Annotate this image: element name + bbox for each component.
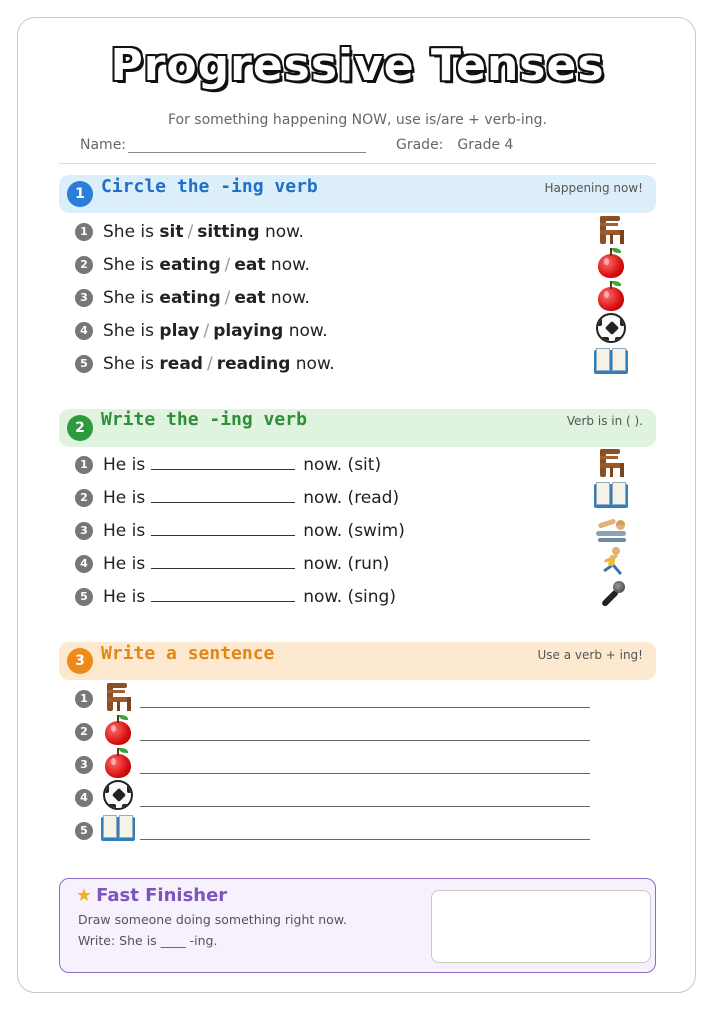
star-icon: ★ bbox=[76, 885, 93, 906]
choice-a[interactable]: play bbox=[159, 321, 200, 341]
section1-number-badge: 1 bbox=[67, 181, 93, 207]
chair-icon bbox=[593, 214, 629, 248]
item-sentence: He is now. (read) bbox=[103, 484, 399, 512]
choice-b[interactable]: eat bbox=[234, 288, 266, 308]
item-number: 4 bbox=[75, 322, 93, 340]
section2-number-badge: 2 bbox=[67, 415, 93, 441]
answer-blank[interactable] bbox=[151, 583, 295, 602]
item-number: 5 bbox=[75, 355, 93, 373]
header-divider bbox=[59, 163, 656, 164]
section3-note: Use a verb + ing! bbox=[537, 648, 643, 662]
choice-a[interactable]: read bbox=[159, 354, 203, 374]
answer-blank[interactable] bbox=[151, 550, 295, 569]
item-number: 2 bbox=[75, 723, 93, 741]
runner-icon bbox=[593, 546, 629, 580]
sentence-line[interactable] bbox=[140, 740, 590, 741]
fast-finisher-prompt: Write: She is ____ -ing. bbox=[78, 933, 218, 948]
apple-icon bbox=[101, 747, 135, 779]
choice-a[interactable]: sit bbox=[159, 222, 184, 242]
answer-blank[interactable] bbox=[151, 517, 295, 536]
sentence-line[interactable] bbox=[140, 839, 590, 840]
soccer-ball-icon bbox=[593, 313, 629, 347]
item-number: 2 bbox=[75, 256, 93, 274]
answer-blank[interactable] bbox=[151, 484, 295, 503]
choice-a[interactable]: eating bbox=[159, 288, 221, 308]
item-sentence: He is now. (run) bbox=[103, 550, 389, 578]
sentence-line[interactable] bbox=[140, 773, 590, 774]
fast-finisher-title: ★ Fast Finisher bbox=[76, 885, 228, 906]
choice-b[interactable]: sitting bbox=[197, 222, 260, 242]
fast-finisher-instruction: Draw someone doing something right now. bbox=[78, 912, 347, 927]
book-icon bbox=[101, 813, 135, 845]
section1-note: Happening now! bbox=[544, 181, 643, 195]
sentence-line[interactable] bbox=[140, 707, 590, 708]
page-subtitle: For something happening NOW, use is/are + verb-ing. bbox=[167, 112, 548, 128]
book-icon bbox=[593, 346, 629, 380]
item-number: 5 bbox=[75, 588, 93, 606]
item-number: 5 bbox=[75, 822, 93, 840]
item-sentence: She is sit / sitting now. bbox=[103, 222, 304, 242]
item-number: 1 bbox=[75, 456, 93, 474]
sentence-line[interactable] bbox=[140, 806, 590, 807]
chair-icon bbox=[101, 681, 135, 713]
name-blank[interactable] bbox=[128, 138, 366, 153]
grade-value: Grade 4 bbox=[457, 137, 514, 153]
item-sentence: She is read / reading now. bbox=[103, 354, 335, 374]
choice-b[interactable]: reading bbox=[216, 354, 291, 374]
item-number: 2 bbox=[75, 489, 93, 507]
apple-icon bbox=[593, 280, 629, 314]
chair-icon bbox=[593, 447, 629, 481]
section1-title: Circle the -ing verb bbox=[101, 176, 318, 197]
name-field[interactable] bbox=[80, 137, 366, 153]
book-icon bbox=[593, 480, 629, 514]
name-label: Name: bbox=[80, 137, 127, 153]
section3-title: Write a sentence bbox=[101, 643, 275, 664]
choice-b[interactable]: eat bbox=[234, 255, 266, 275]
soccer-ball-icon bbox=[101, 780, 135, 812]
item-sentence: He is now. (sit) bbox=[103, 451, 381, 479]
item-number: 1 bbox=[75, 690, 93, 708]
choice-a[interactable]: eating bbox=[159, 255, 221, 275]
item-sentence: He is now. (sing) bbox=[103, 583, 396, 611]
choice-b[interactable]: playing bbox=[213, 321, 284, 341]
apple-icon bbox=[593, 247, 629, 281]
item-sentence: She is eating / eat now. bbox=[103, 255, 310, 275]
item-number: 1 bbox=[75, 223, 93, 241]
microphone-icon bbox=[593, 579, 629, 613]
section2-note: Verb is in ( ). bbox=[566, 414, 643, 428]
section2-title: Write the -ing verb bbox=[101, 409, 307, 430]
apple-icon bbox=[101, 714, 135, 746]
item-sentence: She is play / playing now. bbox=[103, 321, 328, 341]
section3-number-badge: 3 bbox=[67, 648, 93, 674]
item-number: 4 bbox=[75, 555, 93, 573]
drawing-box[interactable] bbox=[431, 890, 651, 963]
item-number: 4 bbox=[75, 789, 93, 807]
item-number: 3 bbox=[75, 756, 93, 774]
grade-field bbox=[396, 137, 513, 153]
item-sentence: She is eating / eat now. bbox=[103, 288, 310, 308]
item-number: 3 bbox=[75, 289, 93, 307]
answer-blank[interactable] bbox=[151, 451, 295, 470]
page-title: Progressive Tenses bbox=[110, 40, 605, 91]
grade-label: Grade: bbox=[396, 137, 444, 153]
item-sentence: He is now. (swim) bbox=[103, 517, 405, 545]
swimmer-icon bbox=[593, 513, 629, 547]
item-number: 3 bbox=[75, 522, 93, 540]
